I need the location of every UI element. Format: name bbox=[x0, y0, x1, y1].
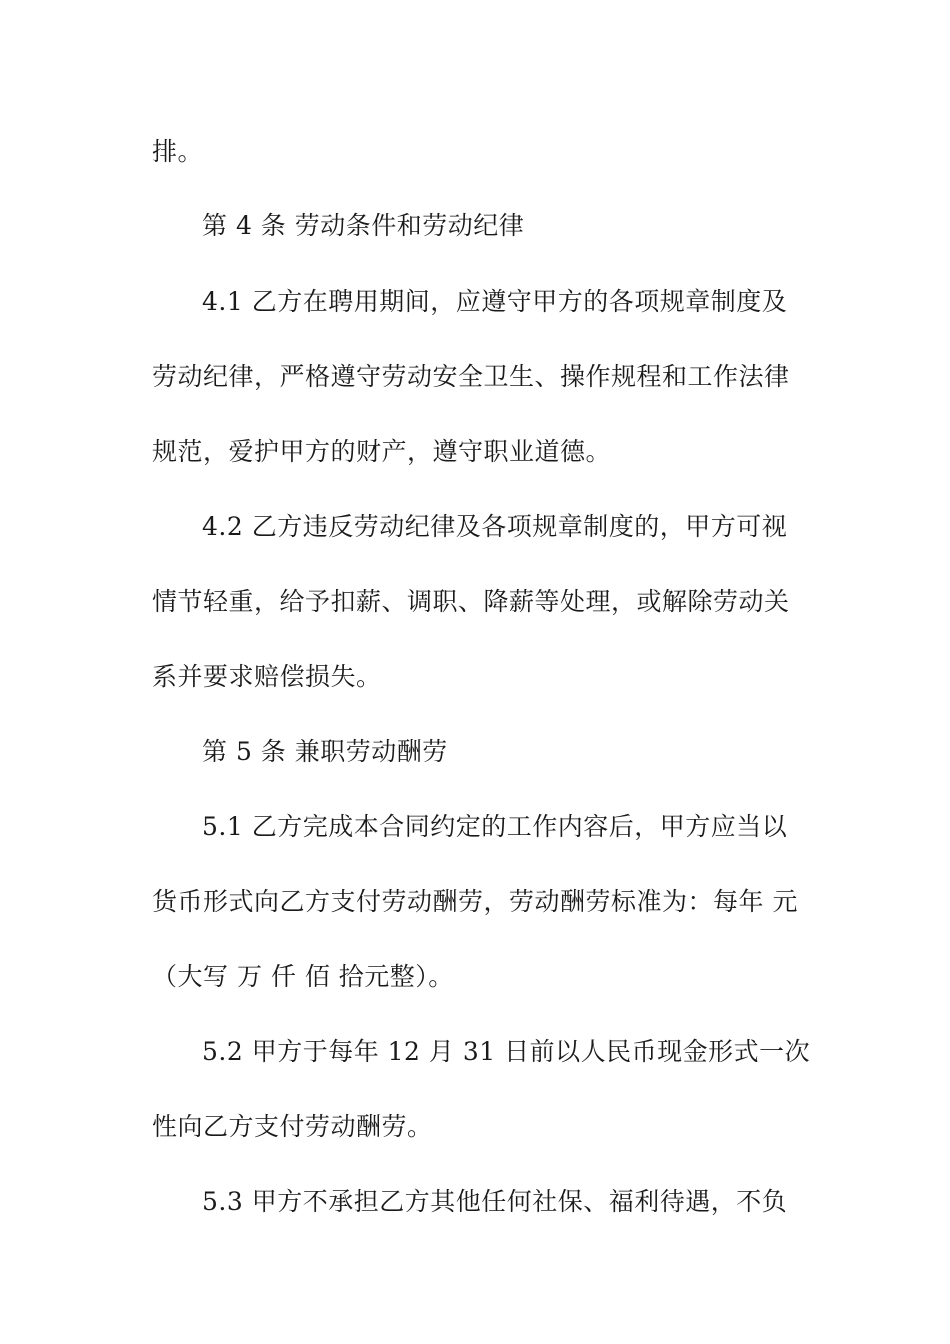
text-line: 货币形式向乙方支付劳动酬劳，劳动酬劳标准为：每年 元 bbox=[152, 887, 798, 916]
clause-paragraph-start: 4.2 乙方违反劳动纪律及各项规章制度的，甲方可视 bbox=[202, 512, 788, 541]
text-line: 情节轻重，给予扣薪、调职、降薪等处理，或解除劳动关 bbox=[152, 587, 790, 616]
article-heading: 第 4 条 劳动条件和劳动纪律 bbox=[202, 211, 525, 240]
text-line: 排。 bbox=[152, 137, 204, 166]
clause-paragraph-start: 5.1 乙方完成本合同约定的工作内容后，甲方应当以 bbox=[202, 812, 788, 841]
text-line: 性向乙方支付劳动酬劳。 bbox=[152, 1112, 433, 1141]
text-line: 劳动纪律，严格遵守劳动安全卫生、操作规程和工作法律 bbox=[152, 362, 790, 391]
text-line: 系并要求赔偿损失。 bbox=[152, 662, 382, 691]
clause-paragraph-start: 5.2 甲方于每年 12 月 31 日前以人民币现金形式一次 bbox=[202, 1037, 811, 1066]
text-line: （大写 万 仟 佰 拾元整）。 bbox=[152, 962, 454, 991]
clause-paragraph-start: 4.1 乙方在聘用期间，应遵守甲方的各项规章制度及 bbox=[202, 287, 788, 316]
text-line: 规范，爱护甲方的财产，遵守职业道德。 bbox=[152, 437, 612, 466]
article-heading: 第 5 条 兼职劳动酬劳 bbox=[202, 737, 448, 766]
clause-paragraph-start: 5.3 甲方不承担乙方其他任何社保、福利待遇，不负 bbox=[202, 1187, 788, 1216]
